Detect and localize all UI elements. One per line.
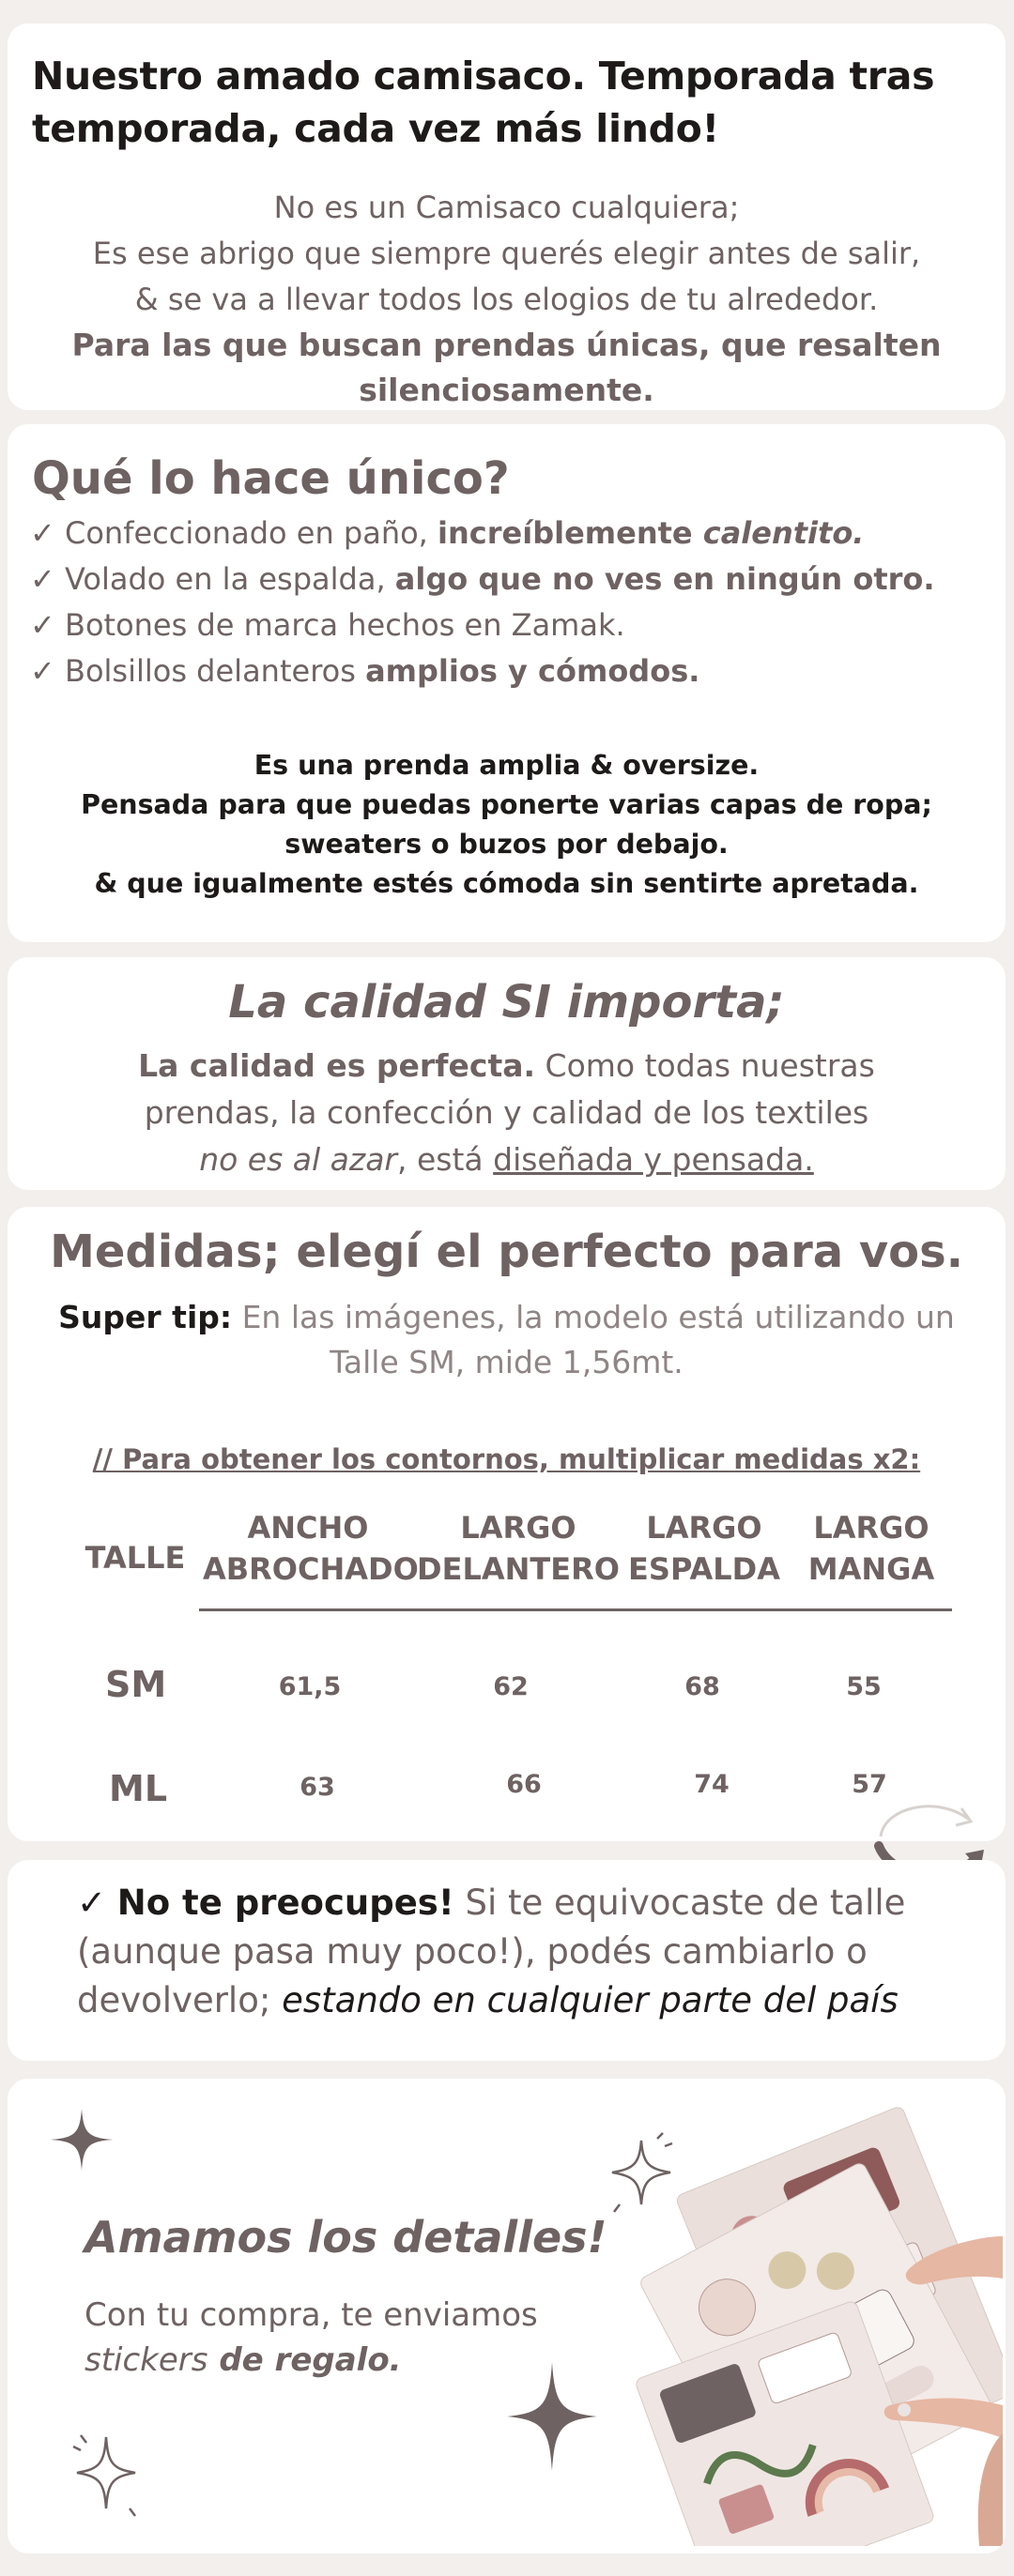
intro-card [8, 23, 1006, 410]
feature-text: Botones de marca hechos en Zamak. [64, 607, 625, 643]
header-line: LARGO [646, 1510, 762, 1546]
header-line: TALLE [84, 1540, 186, 1576]
fit-note-line-3: sweaters o buzos por debajo. [284, 829, 729, 860]
quality-mid: , está [396, 1141, 494, 1178]
details-italic: stickers [84, 2341, 208, 2379]
fit-note-line-4: & que igualmente estés cómoda sin sentirte apretada. [94, 868, 919, 899]
exchange-bold: No te preocupes! [116, 1882, 454, 1923]
feature-item [30, 650, 699, 692]
multiply-note: // Para obtener los contornos, multiplicar medidas x2: [92, 1443, 921, 1475]
quality-bold: La calidad es perfecta. [138, 1047, 536, 1084]
quality-line-2: prendas, la confección y calidad de los textiles [144, 1094, 869, 1131]
header-line: LARGO [813, 1510, 930, 1546]
table-cell: 61,5 [278, 1672, 342, 1701]
feature-text: Confeccionado en paño, [64, 515, 438, 551]
header-line: ESPALDA [628, 1551, 780, 1587]
quality-card [8, 957, 1006, 1190]
unique-card [8, 424, 1006, 942]
table-cell: 62 [493, 1672, 529, 1701]
checkmark-icon: ✓ [30, 515, 55, 551]
header-line: ANCHO [247, 1510, 369, 1546]
super-tip-label: Super tip: [58, 1299, 233, 1335]
table-cell: 63 [300, 1773, 335, 1802]
details-line-1: Con tu compra, te enviamos [84, 2296, 538, 2334]
table-cell: 55 [846, 1672, 882, 1701]
feature-item [30, 558, 935, 600]
intro-line-3: & se va a llevar todos los elogios de tu alrededor. [134, 282, 879, 317]
intro-line-2: Es ese abrigo que siempre querés elegir antes de salir, [92, 236, 921, 271]
header-largo-manga [794, 1507, 948, 1590]
exchange-line-2: (aunque pasa muy poco!), podés cambiarlo o [77, 1931, 868, 1972]
quality-line-1-rest: Como todas nuestras [535, 1047, 875, 1084]
sizes-card [8, 1207, 1006, 1841]
quality-italic: no es al azar [199, 1141, 397, 1178]
exchange-line-3 [77, 1976, 899, 2025]
feature-bold: increíblemente [438, 515, 703, 551]
quality-line-1 [8, 1044, 1006, 1089]
feature-item [30, 512, 864, 554]
quality-underlined: diseñada y pensada. [493, 1141, 814, 1178]
sparkle-icon [64, 2426, 148, 2520]
details-line-2 [84, 2338, 402, 2383]
sparkle-icon [505, 2360, 599, 2473]
stickers-photo [618, 2096, 1003, 2546]
quality-heading: La calidad SI importa; [228, 976, 785, 1029]
checkmark-icon: ✓ [30, 607, 55, 643]
exchange-plain: devolverlo; [77, 1980, 283, 2020]
header-largo-delantero [415, 1507, 622, 1590]
fit-note-line-2: Pensada para que puedas ponerte varias capas de ropa; [81, 789, 932, 820]
intro-highlight-1: Para las que buscan prendas únicas, que resalten [71, 327, 942, 363]
super-tip-line-2: Talle SM, mide 1,56mt. [330, 1344, 684, 1380]
exchange-rest: Si te equivocaste de talle [453, 1882, 906, 1923]
details-bold-italic: de regalo. [207, 2341, 402, 2379]
table-cell: 74 [694, 1770, 730, 1799]
header-largo-espalda [623, 1507, 785, 1590]
super-tip-text: En las imágenes, la modelo está utilizando un [232, 1299, 955, 1335]
header-line: LARGO [460, 1510, 576, 1546]
exchange-italic: estando en cualquier parte del país [282, 1980, 899, 2020]
size-label-ml: ML [109, 1768, 168, 1809]
header-ancho [203, 1507, 419, 1590]
checkmark-icon: ✓ [77, 1882, 107, 1923]
exchange-line-1 [77, 1879, 905, 1928]
intro-highlight-2: silenciosamente. [359, 372, 654, 408]
feature-item [30, 604, 625, 646]
header-line: ABROCHADO [203, 1551, 419, 1587]
feature-bold-italic: calentito. [702, 515, 865, 551]
feature-bold: amplios y cómodos. [365, 653, 700, 689]
table-cell: 57 [852, 1770, 887, 1799]
checkmark-icon: ✓ [30, 653, 55, 689]
feature-bold: algo que no ves en ningún otro. [394, 561, 935, 597]
feature-text: Bolsillos delanteros [64, 653, 366, 689]
sparkle-icon [49, 2107, 115, 2172]
table-cell: 68 [684, 1672, 720, 1701]
super-tip-line-1 [8, 1295, 1006, 1340]
fit-note-line-1: Es una prenda amplia & oversize. [254, 750, 760, 781]
unique-heading: Qué lo hace único? [32, 452, 510, 505]
table-cell: 66 [506, 1770, 542, 1799]
details-heading: Amamos los detalles! [84, 2212, 607, 2263]
header-line: MANGA [807, 1551, 935, 1587]
intro-line-1: No es un Camisaco cualquiera; [273, 190, 740, 225]
feature-text: Volado en la espalda, [64, 561, 395, 597]
quality-line-3 [8, 1137, 1006, 1182]
table-divider [199, 1608, 952, 1611]
intro-title: Nuestro amado camisaco. Temporada tras temporada, cada vez más lindo! [32, 53, 935, 151]
header-talle [69, 1537, 201, 1578]
details-card [8, 2079, 1006, 2553]
header-line: DELANTERO [417, 1551, 620, 1587]
exchange-card [8, 1860, 1006, 2061]
sizes-heading: Medidas; elegí el perfecto para vos. [50, 1226, 963, 1278]
checkmark-icon: ✓ [30, 561, 55, 597]
size-label-sm: SM [105, 1664, 167, 1705]
